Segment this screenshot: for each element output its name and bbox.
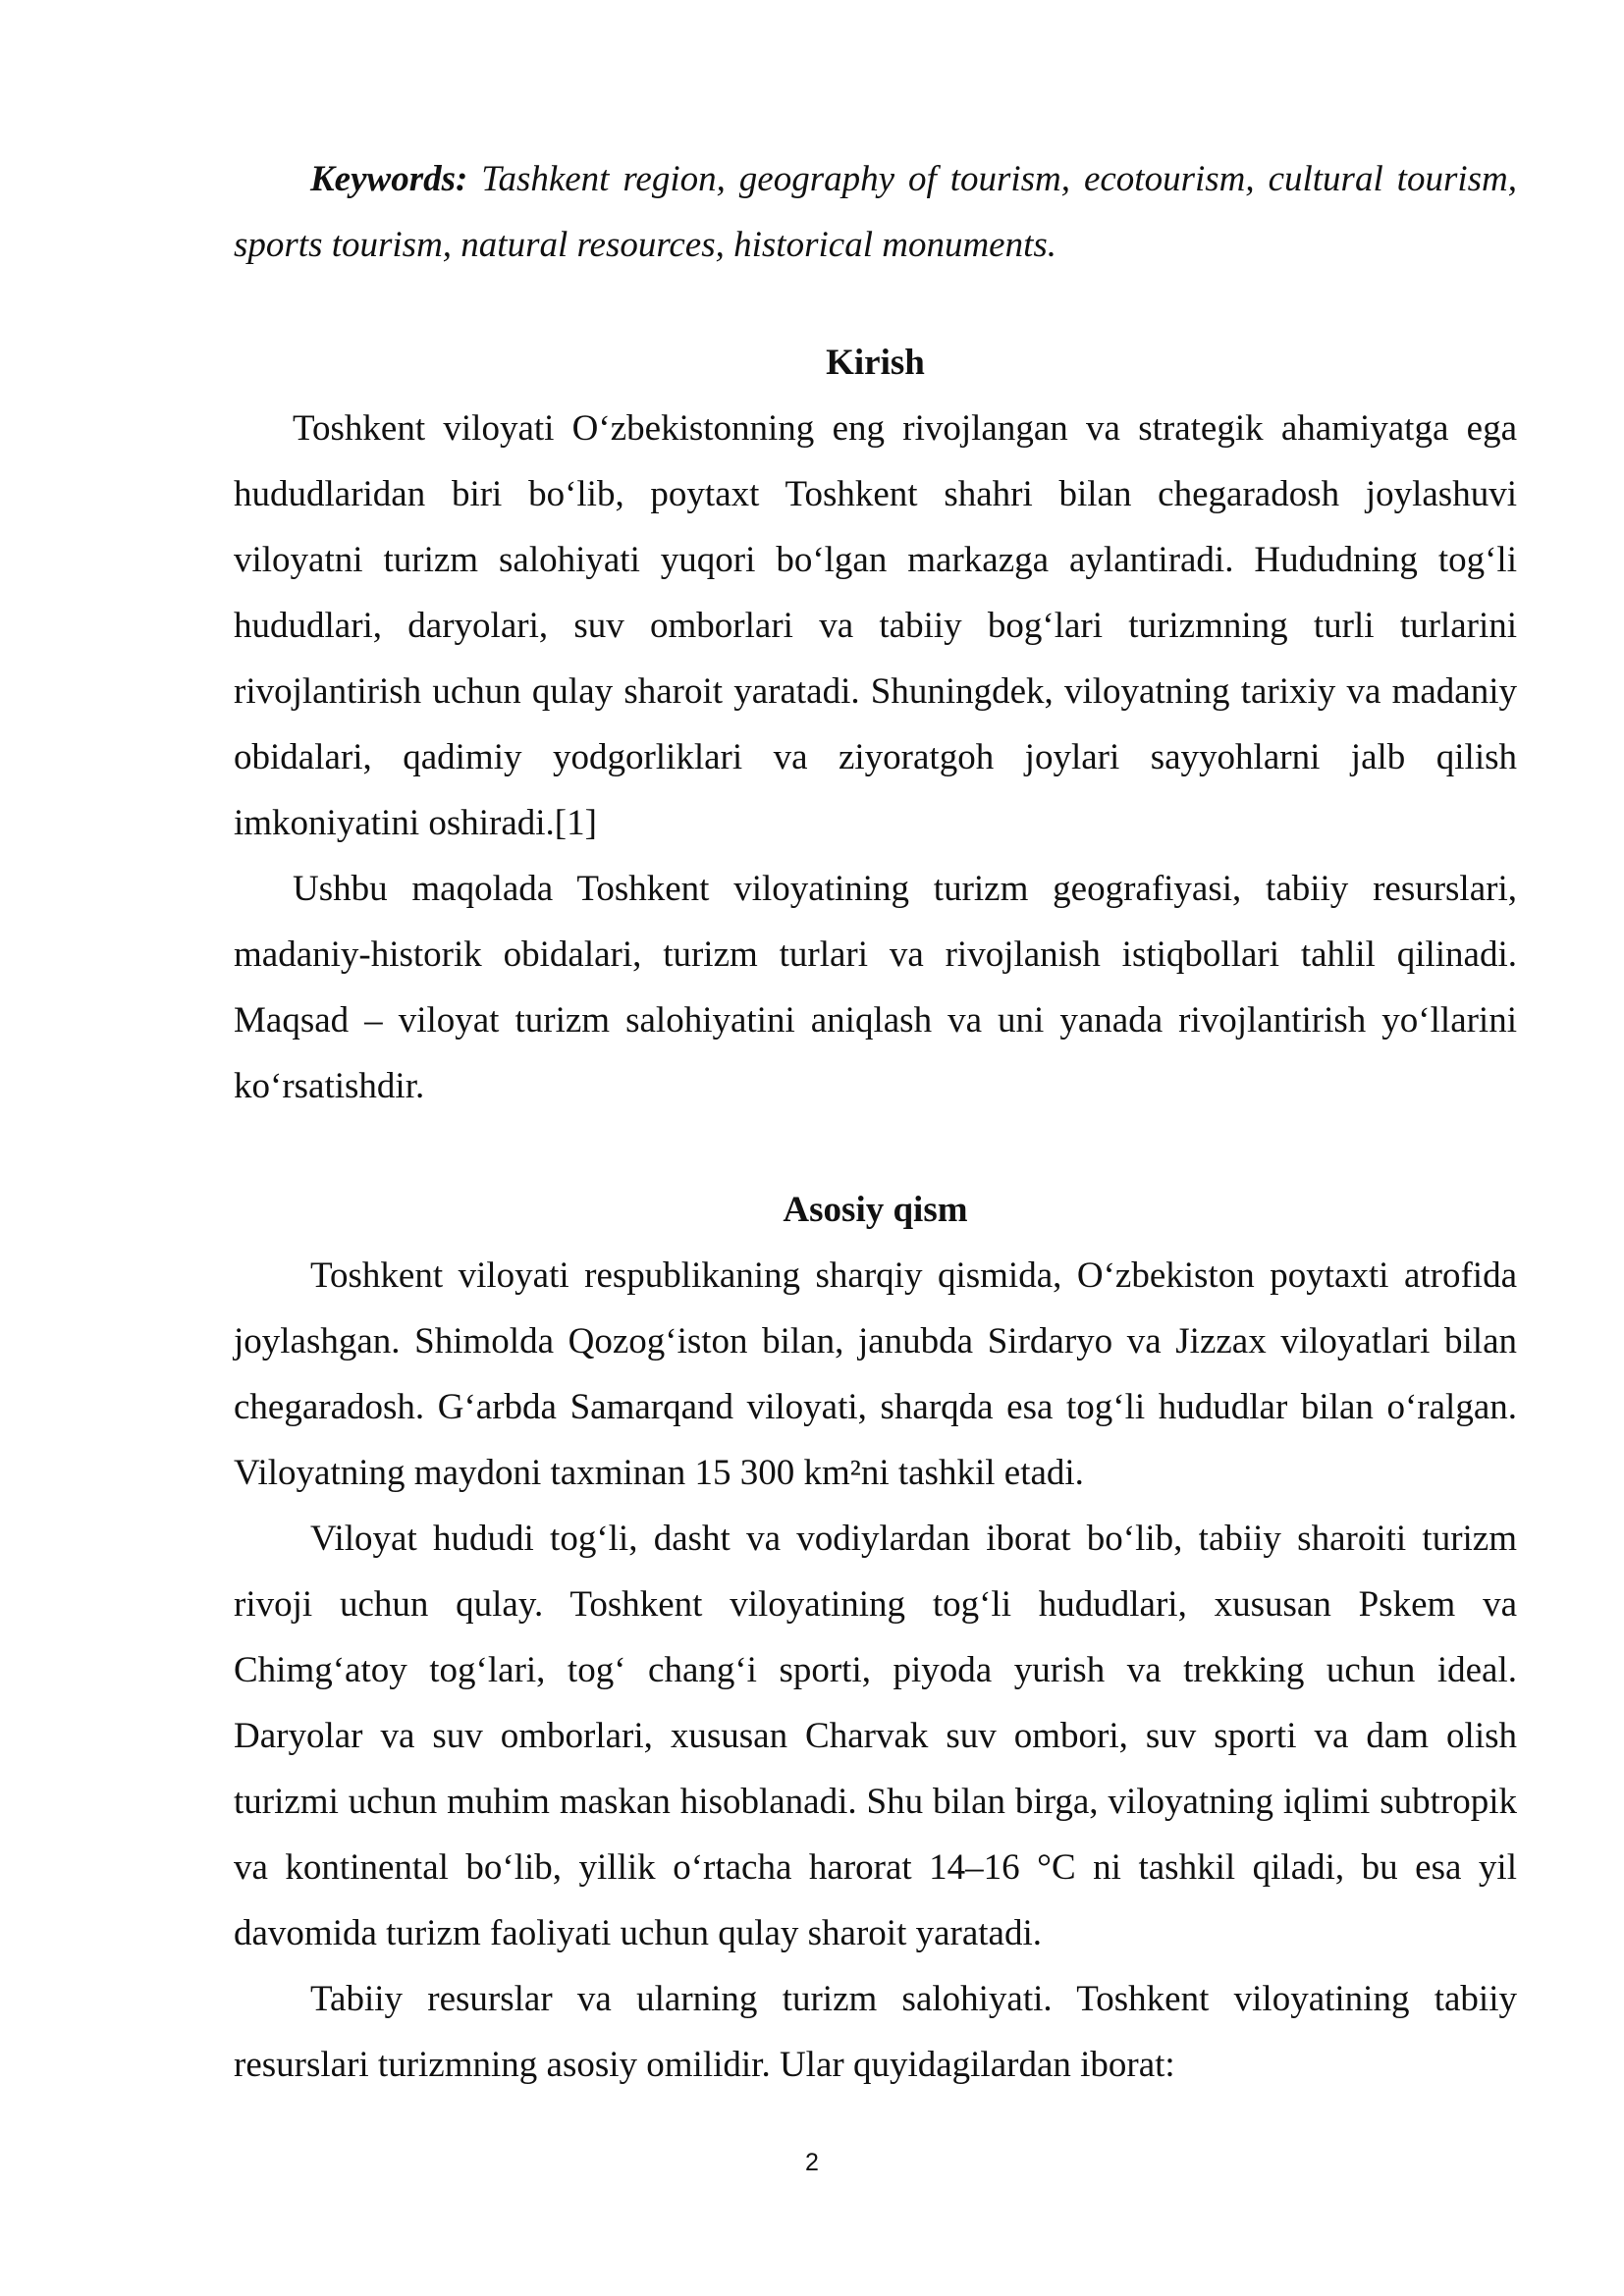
section-heading-intro: Kirish bbox=[826, 343, 925, 383]
keywords-paragraph bbox=[234, 146, 1517, 278]
intro-paragraph-1: Toshkent viloyati O‘zbekistonning eng rivojlangan va strategik ahamiyatga ega hududlaridan biri bo‘lib, poytaxt Toshkent shahri bilan chegaradosh joylashuvi viloyatni turizm salohiyati yuqori bo‘lgan markazga aylantiradi. Hududning tog‘li hududlari, daryolari, suv omborlari va tabiiy bog‘lari turizmning turli turlarini rivojlantirish uchun qulay sharoit yaratadi. Shuningdek, viloyatning tarixiy va madaniy obidalari, qadimiy yodgorliklari va ziyoratgoh joylari sayyohlarni jalb qilish imkoniyatini oshiradi.[1] bbox=[234, 408, 1517, 843]
main-paragraph-2: Viloyat hududi tog‘li, dasht va vodiylardan iborat bo‘lib, tabiiy sharoiti turizm rivoji uchun qulay. Toshkent viloyatining tog‘li hududlari, xususan Pskem va Chimg‘atoy tog‘lari, tog‘ chang‘i sporti, piyoda yurish va trekking uchun ideal. Daryolar va suv omborlari, xususan Charvak suv ombori, suv sporti va dam olish turizmi uchun muhim maskan hisoblanadi. Shu bilan birga, viloyatning iqlimi subtropik va kontinental bo‘lib, yillik o‘rtacha harorat 14–16 °C ni tashkil qiladi, bu esa yil davomida turizm faoliyati uchun qulay sharoit yaratadi. bbox=[234, 1519, 1517, 1953]
page-content bbox=[234, 146, 1517, 2098]
main-paragraph-3: Tabiiy resurslar va ularning turizm salohiyati. Toshkent viloyatining tabiiy resurslari turizmning asosiy omilidir. Ular quyidagilardan iborat: bbox=[234, 1979, 1517, 2085]
keywords-text: Tashkent region, geography of tourism, ecotourism, cultural tourism, sports tourism, natural resources, historical monuments. bbox=[234, 159, 1517, 265]
intro-paragraph-2: Ushbu maqolada Toshkent viloyatining turizm geografiyasi, tabiiy resurslari, madaniy-historik obidalari, turizm turlari va rivojlanish istiqbollari tahlil qilinadi. Maqsad – viloyat turizm salohiyatini aniqlash va uni yanada rivojlantirish yo‘llarini ko‘rsatishdir. bbox=[234, 869, 1517, 1106]
main-paragraph-1: Toshkent viloyati respublikaning sharqiy qismida, O‘zbekiston poytaxti atrofida joylashgan. Shimolda Qozog‘iston bilan, janubda Sirdaryo va Jizzax viloyatlari bilan chegaradosh. G‘arbda Samarqand viloyati, sharqda esa tog‘li hududlar bilan o‘ralgan. Viloyatning maydoni taxminan 15 300 km²ni tashkil etadi. bbox=[234, 1255, 1517, 1493]
keywords-label: Keywords: bbox=[310, 159, 468, 199]
page-number: 2 bbox=[805, 2149, 819, 2176]
section-heading-main: Asosiy qism bbox=[783, 1190, 968, 1230]
